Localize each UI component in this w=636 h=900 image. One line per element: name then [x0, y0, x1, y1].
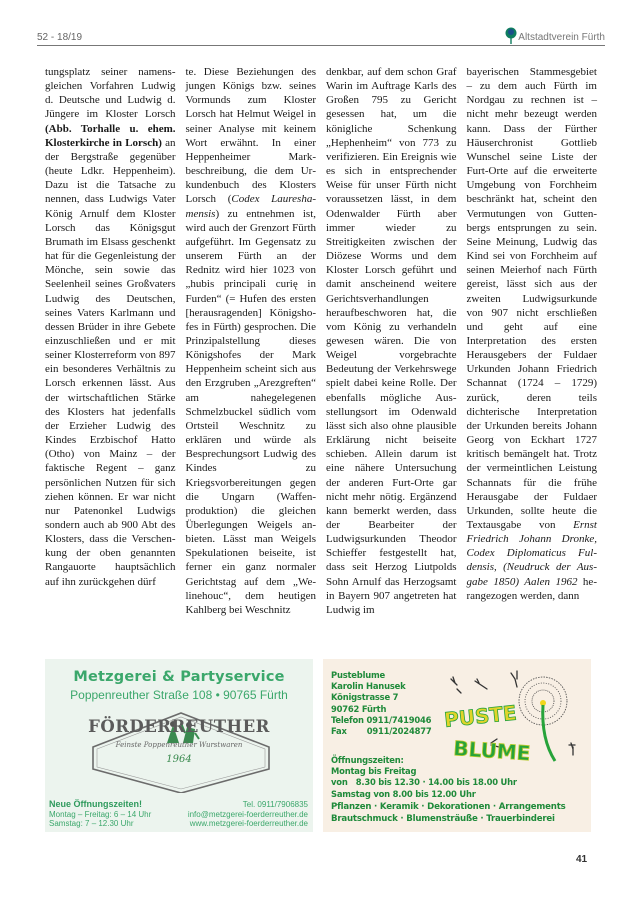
column-text	[326, 65, 457, 617]
shop-city: 90762 Fürth	[331, 703, 387, 714]
phone-number: Tel. 0911/7906835	[242, 800, 308, 809]
article-body	[45, 65, 597, 655]
issue-number: 52 - 18/19	[37, 32, 83, 43]
shop-phone: Telefon 0911/7419046	[331, 714, 432, 725]
page-number: 41	[576, 854, 588, 865]
hours-weekdays: Montag – Freitag: 6 – 14 Uhr	[49, 809, 152, 819]
logo-word-blume: BLUME	[452, 736, 532, 766]
advertisement-pusteblume	[323, 659, 591, 832]
dandelion-icon	[443, 659, 591, 769]
logo-name: FÖRDERREUTHER	[88, 717, 270, 736]
hours-weekdays: von 8.30 bis 12.30 · 14.00 bis 18.00 Uhr	[331, 777, 517, 788]
text-segment: Ernst Friedrich Johann Dronke, Codex Diplomaticus Fuldensis, (Neudruck der Ausgabe 1850) Aalen 1962	[466, 519, 597, 588]
text-segment: denkbar, auf dem schon Graf Warin im Auftrage Karls des Großen 795 zu Gericht gesessen hat, um die königliche Schenkung „Hephenheim“ von 773 zu verifizieren. Ein Ereignis wie es sich in entsprechender Weise für unser Fürth nicht voraussetzen lässt, in dem Odenwalder Fürth aber immer wieder zu Streitigkeiten zwischen der Diözese Worms und dem Kloster Lorsch geführt und damit anscheinend weitere Gerichtsverhandlungen heraufbeschworen hat, die vom König zu verhandeln gewesen wären. Die von Weigel vorgebrachte Bedeutung der Verkehrswege spielt dabei keine Rolle. Der ebenfalls mögliche Ausstellungsort im Odenwald lässt sich also ohne plausible Erklärung nicht beiseite schieben. Allein darum ist eine nähere Untersuchung der anderen Furt-Orte gar nicht mehr nötig. Ergänzend kann bemerkt werden, dass der Bearbeiter der Ludwigsurkunden Theodor Schieffer festgestellt hat, dass seit Herzog Liutpolds Sohn Arnulf das Herzogsamt in Bayern 907 angetreten hat Ludwig im	[326, 66, 457, 616]
opening-hours	[331, 755, 517, 800]
website-link[interactable]: www.metzgerei-foerderreuther.de	[189, 819, 308, 828]
shop-fax	[331, 726, 431, 737]
hours-title: Neue Öffnungszeiten!	[49, 799, 143, 809]
column-text	[45, 65, 176, 589]
fax-number: 0911/2024877	[366, 726, 432, 737]
logo-tagline: Feinste Poppenreuther Wurstwaren	[115, 741, 243, 749]
hours-saturday: Samstag von 8.00 bis 12.00 Uhr	[331, 788, 476, 799]
shop-address	[331, 670, 431, 737]
fax-label: Fax	[331, 726, 347, 737]
shop-owner: Karolin Hanusek	[331, 681, 406, 692]
email-link[interactable]: info@metzgerei-foerderreuther.de	[187, 809, 308, 819]
hours-days: Montag bis Freitag	[331, 766, 417, 777]
column-text	[186, 65, 317, 617]
publisher-name: Altstadtverein Fürth	[518, 32, 605, 43]
text-segment: bayerischen Stammesgebiet – zu dem auch Fürth im Nordgau zu rechnen ist – nicht mehr bezeugt werden kann. Dass der Fürther Häuserchronist Gottlieb Wunschel seine Liste der Furt-Orte auf die erweiterte Umgebung von Forchheim beschränkt hat, scheint den Vermutungen von Guttenbergs entsprungen zu sein. Seine Meinung, Ludwig das Kind sei von Forchheim auf seinen Meierhof nach Fürth gereist, lässt sich aus der zweiten Ludwigsurkunde von 907 nicht erschließen und geht auf eine Interpretation des ersten Herausgebers der Fuldaer Urkunden Johann Friedrich Schannat (1724 – 1729) zurück, deren teils dichterische Interpretation der Urkunden bereits Johann Georg von Eckhart 1727 kritisch bemängelt hat. Trotz der vermeintlichen Leistung Schannats für die frühe Herausgabe der Fuldaer Urkunden, sollte heute die Textausgabe von	[466, 66, 597, 531]
opening-hours	[49, 800, 151, 829]
text-segment: te. Diese Beziehungen des jungen Königs bzw. seines Vormunds zum Kloster Lorsch hat Helmut Weigel in seiner Analyse mit keinem Wort erwähnt. In einer Heppenheimer Markbeschreibung, die dem Urkundenbuch des Klosters Lorsch (	[185, 66, 316, 206]
article-column-3	[326, 65, 457, 655]
tree-icon	[505, 27, 517, 44]
column-text	[467, 65, 598, 603]
product-list	[331, 802, 566, 825]
ad-address: Poppenreuther Straße 108 • 90765 Fürth	[70, 688, 288, 702]
shop-street: Königstrasse 7	[331, 692, 399, 703]
text-segment: an der Bergstraße gegenüber (heute Ldkr. Heppenheim). Dazu ist die Tatsache zu nennen, dass Ludwigs Vater König Arnulf dem Kloster Lorsch das Königsgut Brumath im Elsass geschenkt hat für die Gegenleistung der Mönche, sein sowie das Seelenheil seines Großvaters Ludwig des Deutschen, seines Vaters Karlmann und dessen Brüder in ihre Gebete einzuschließen und er mit seiner Klosterreform von 897 ein besonderes Verhältnis zu Lorsch erkennen lässt. Aus der wirtschaftlichen Stärke des Klosters hat jedenfalls der Erzieher Ludwig des Kindes Erzbischof Hatto (Otho) von Mainz – der faktische Regent – ganz persönlichen Nutzen für sich ziehen können. Er war nicht nur Patenonkel Ludwigs sondern auch ab 900 Abt des Klosters, dass die Verschenkung der oben genannten Rangauorte hauptsächlich auf ihn zurückgehen dürf	[45, 136, 176, 588]
article-column-2	[186, 65, 317, 655]
products-line-2: Brautschmuck · Blumensträuße · Trauerbinderei	[331, 813, 555, 824]
shop-name: Pusteblume	[331, 670, 386, 680]
article-column-1	[45, 65, 176, 655]
contact-info	[188, 800, 308, 829]
text-segment: ) zu entnehmen ist, wird auch der Grenzort Fürth aufgeführt. Im Gegensatz zu unserem Fürth an der Rednitz wird hier 1023 von „hubis principali curię in Furden“ (= Hufen des ersten [herausragenden] Königshofes in Fürth) gesprochen. Die Prinzipalstellung dieses Königshofes der Mark Heppenheim scheint sich aus den Erzgruben „Arezgreften“ am nahegelegenen Schmelzbuckel südlich vom Ortsteil Weschnitz zu erklären und würde als Besprechungsort Ludwig des Kindes zu Kriegsvorbereitungen gegen die Ungarn (Waffenproduktion) die gleichen Überlegungen Weigels anbieten. Lässt man Weigels Spekulationen beiseite, ist ferner ein ganz normaler Gerichtstag auf dem „Welinehouc“, dem heutigen Kahlberg bei Weschnitz	[185, 207, 316, 616]
logo-word-puste: PUSTE	[443, 700, 518, 732]
text-segment: herangezogen werden, dann	[466, 575, 597, 602]
products-line-1: Pflanzen · Keramik · Dekorationen · Arrangements	[331, 802, 566, 812]
logo-year: 1964	[166, 754, 192, 765]
article-column-4	[467, 65, 598, 655]
hours-saturday: Samstag: 7 – 12.30 Uhr	[49, 819, 134, 828]
text-segment: Codex Laureshamensis	[185, 193, 316, 220]
text-segment: (Abb. Torhalle u. ehem. Klosterkirche in Lorsch)	[45, 122, 176, 149]
advertisement-metzgerei	[45, 659, 313, 832]
ad-title: Metzgerei & Partyservice	[73, 669, 285, 685]
hours-title: Öffnungszeiten:	[331, 755, 404, 765]
page-header	[37, 30, 605, 46]
text-segment: tungsplatz seiner namensgleichen Vorfahren Ludwig d. Deutsche und Ludwig d. Jüngere im Kloster Lorsch	[45, 66, 176, 121]
